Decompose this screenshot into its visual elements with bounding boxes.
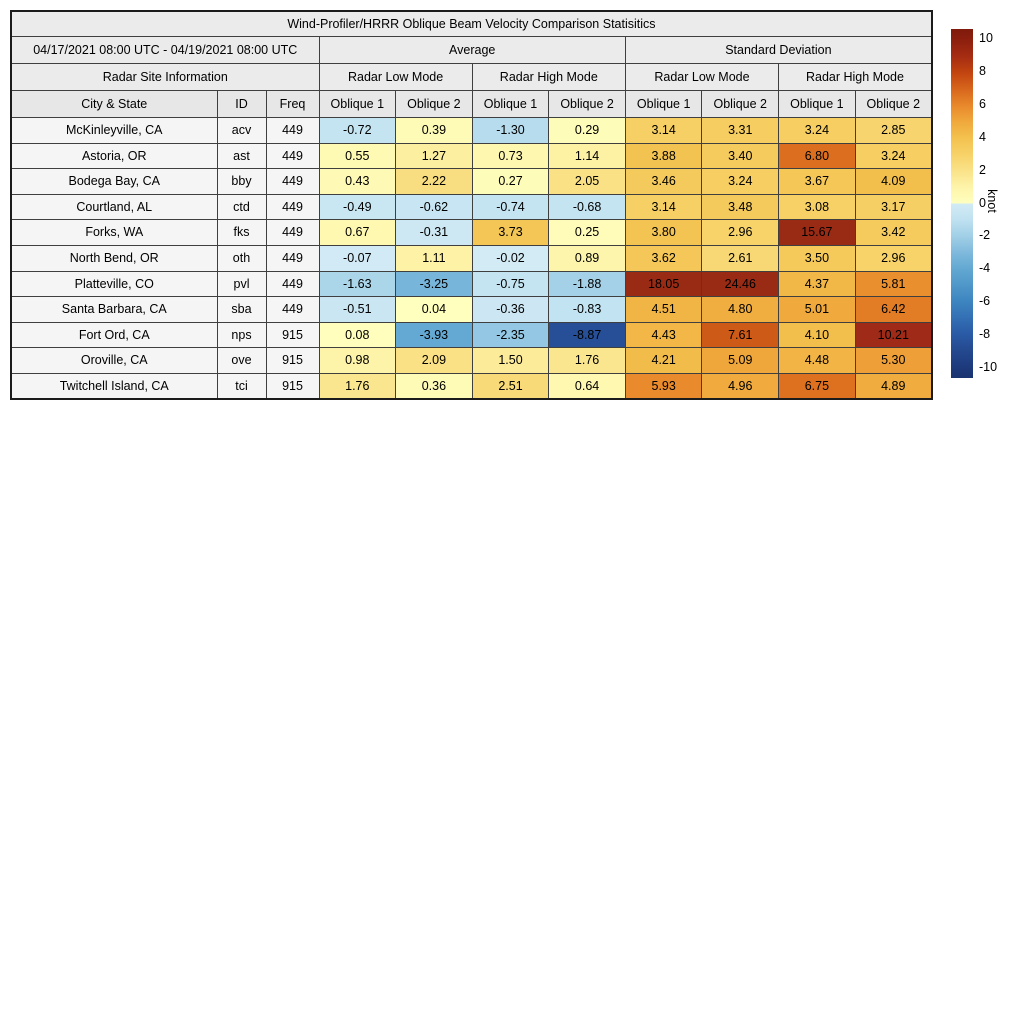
- value-cell: 3.14: [625, 194, 702, 220]
- id-cell: tci: [217, 373, 266, 399]
- freq-cell: 449: [266, 297, 319, 323]
- value-cell: 6.80: [779, 143, 856, 169]
- value-cell: -0.75: [472, 271, 549, 297]
- value-cell: 0.25: [549, 220, 626, 246]
- value-cell: 4.10: [779, 322, 856, 348]
- value-cell: 4.43: [625, 322, 702, 348]
- value-cell: 3.62: [625, 245, 702, 271]
- colorbar-tick-label: 8: [979, 63, 986, 78]
- value-cell: -0.02: [472, 245, 549, 271]
- value-cell: 4.21: [625, 348, 702, 374]
- value-cell: 24.46: [702, 271, 779, 297]
- col-header-oblique2-avg-low: Oblique 2: [396, 91, 473, 118]
- value-cell: 4.51: [625, 297, 702, 323]
- value-cell: 3.48: [702, 194, 779, 220]
- value-cell: -2.35: [472, 322, 549, 348]
- table-row: [11, 245, 932, 271]
- city-cell: McKinleyville, CA: [11, 118, 217, 144]
- id-cell: ove: [217, 348, 266, 374]
- colorbar-unit-label: knot: [985, 189, 999, 213]
- city-cell: Forks, WA: [11, 220, 217, 246]
- value-cell: -0.83: [549, 297, 626, 323]
- colorbar-tick-label: -8: [979, 327, 991, 342]
- value-cell: 3.67: [779, 169, 856, 195]
- freq-cell: 915: [266, 348, 319, 374]
- value-cell: -0.36: [472, 297, 549, 323]
- value-cell: 3.24: [779, 118, 856, 144]
- city-cell: Fort Ord, CA: [11, 322, 217, 348]
- col-header-oblique1-std-high: Oblique 1: [779, 91, 856, 118]
- value-cell: -0.72: [319, 118, 396, 144]
- mode-header-std-high: Radar High Mode: [779, 64, 932, 91]
- value-cell: 4.48: [779, 348, 856, 374]
- id-cell: acv: [217, 118, 266, 144]
- value-cell: 4.37: [779, 271, 856, 297]
- col-header-oblique2-std-high: Oblique 2: [855, 91, 932, 118]
- value-cell: 4.09: [855, 169, 932, 195]
- value-cell: -0.68: [549, 194, 626, 220]
- freq-cell: 449: [266, 169, 319, 195]
- mode-header-std-low: Radar Low Mode: [625, 64, 778, 91]
- value-cell: 3.08: [779, 194, 856, 220]
- value-cell: -3.93: [396, 322, 473, 348]
- mode-header-avg-high: Radar High Mode: [472, 64, 625, 91]
- value-cell: 3.42: [855, 220, 932, 246]
- table-row: [11, 373, 932, 399]
- id-cell: ast: [217, 143, 266, 169]
- value-cell: 4.96: [702, 373, 779, 399]
- value-cell: 5.01: [779, 297, 856, 323]
- city-cell: Twitchell Island, CA: [11, 373, 217, 399]
- id-cell: bby: [217, 169, 266, 195]
- value-cell: 3.88: [625, 143, 702, 169]
- table-row: [11, 220, 932, 246]
- value-cell: 3.46: [625, 169, 702, 195]
- id-cell: fks: [217, 220, 266, 246]
- table-body: [11, 118, 932, 400]
- value-cell: 5.81: [855, 271, 932, 297]
- freq-cell: 449: [266, 271, 319, 297]
- col-header-oblique2-std-low: Oblique 2: [702, 91, 779, 118]
- value-cell: 5.93: [625, 373, 702, 399]
- mode-header-avg-low: Radar Low Mode: [319, 64, 472, 91]
- table-row: [11, 322, 932, 348]
- value-cell: 0.36: [396, 373, 473, 399]
- freq-cell: 915: [266, 373, 319, 399]
- col-header-city-state: City & State: [11, 91, 217, 118]
- freq-cell: 449: [266, 118, 319, 144]
- city-cell: Courtland, AL: [11, 194, 217, 220]
- value-cell: 3.24: [855, 143, 932, 169]
- value-cell: -0.07: [319, 245, 396, 271]
- colorbar-tick-label: 10: [979, 31, 993, 45]
- colorbar-tick-label: 6: [979, 96, 986, 111]
- value-cell: -3.25: [396, 271, 473, 297]
- value-cell: 2.22: [396, 169, 473, 195]
- id-cell: sba: [217, 297, 266, 323]
- colorbar-tick-label: 4: [979, 129, 986, 144]
- col-header-id: ID: [217, 91, 266, 118]
- value-cell: 1.11: [396, 245, 473, 271]
- group-header-average: Average: [319, 37, 625, 64]
- value-cell: -0.51: [319, 297, 396, 323]
- col-header-oblique1-std-low: Oblique 1: [625, 91, 702, 118]
- colorbar-tick-label: -10: [979, 360, 998, 374]
- city-cell: Bodega Bay, CA: [11, 169, 217, 195]
- freq-cell: 449: [266, 245, 319, 271]
- value-cell: -1.30: [472, 118, 549, 144]
- value-cell: 0.98: [319, 348, 396, 374]
- value-cell: -1.88: [549, 271, 626, 297]
- col-header-oblique1-avg-low: Oblique 1: [319, 91, 396, 118]
- figure-title: Wind-Profiler/HRRR Oblique Beam Velocity Comparison Statisitics: [11, 11, 932, 37]
- value-cell: 1.76: [549, 348, 626, 374]
- site-info-header: Radar Site Information: [11, 64, 319, 91]
- value-cell: -0.62: [396, 194, 473, 220]
- value-cell: 3.31: [702, 118, 779, 144]
- value-cell: -1.63: [319, 271, 396, 297]
- value-cell: 0.08: [319, 322, 396, 348]
- colorbar-tick-label: -4: [979, 261, 991, 276]
- group-header-standard-deviation: Standard Deviation: [625, 37, 932, 64]
- table-row: [11, 143, 932, 169]
- date-range: 04/17/2021 08:00 UTC - 04/19/2021 08:00 UTC: [11, 37, 319, 64]
- stats-table: [10, 10, 933, 400]
- value-cell: 0.43: [319, 169, 396, 195]
- value-cell: 2.85: [855, 118, 932, 144]
- value-cell: 6.42: [855, 297, 932, 323]
- value-cell: 5.09: [702, 348, 779, 374]
- value-cell: 6.75: [779, 373, 856, 399]
- value-cell: 0.55: [319, 143, 396, 169]
- colorbar-tick-label: -6: [979, 294, 991, 309]
- value-cell: 2.96: [855, 245, 932, 271]
- id-cell: nps: [217, 322, 266, 348]
- col-header-oblique2-avg-high: Oblique 2: [549, 91, 626, 118]
- freq-cell: 449: [266, 220, 319, 246]
- table-row: [11, 271, 932, 297]
- value-cell: 2.96: [702, 220, 779, 246]
- value-cell: 1.14: [549, 143, 626, 169]
- freq-cell: 449: [266, 194, 319, 220]
- city-cell: Oroville, CA: [11, 348, 217, 374]
- value-cell: 0.73: [472, 143, 549, 169]
- table-row: [11, 348, 932, 374]
- value-cell: 5.30: [855, 348, 932, 374]
- col-header-freq: Freq: [266, 91, 319, 118]
- table-row: [11, 194, 932, 220]
- value-cell: 1.27: [396, 143, 473, 169]
- value-cell: 1.76: [319, 373, 396, 399]
- id-cell: pvl: [217, 271, 266, 297]
- value-cell: 0.89: [549, 245, 626, 271]
- value-cell: -0.31: [396, 220, 473, 246]
- id-cell: ctd: [217, 194, 266, 220]
- value-cell: 3.14: [625, 118, 702, 144]
- city-cell: North Bend, OR: [11, 245, 217, 271]
- value-cell: 1.50: [472, 348, 549, 374]
- colorbar-tick-label: 2: [979, 162, 986, 177]
- value-cell: 2.51: [472, 373, 549, 399]
- value-cell: 0.29: [549, 118, 626, 144]
- city-cell: Santa Barbara, CA: [11, 297, 217, 323]
- freq-cell: 449: [266, 143, 319, 169]
- value-cell: 7.61: [702, 322, 779, 348]
- value-cell: 0.27: [472, 169, 549, 195]
- freq-cell: 915: [266, 322, 319, 348]
- value-cell: 3.17: [855, 194, 932, 220]
- colorbar-tick-label: 0: [979, 195, 986, 210]
- colorbar: [951, 29, 973, 378]
- table-row: [11, 297, 932, 323]
- value-cell: 18.05: [625, 271, 702, 297]
- value-cell: 2.05: [549, 169, 626, 195]
- table-row: [11, 169, 932, 195]
- value-cell: 2.09: [396, 348, 473, 374]
- value-cell: -8.87: [549, 322, 626, 348]
- table-row: [11, 118, 932, 144]
- value-cell: 3.73: [472, 220, 549, 246]
- value-cell: 10.21: [855, 322, 932, 348]
- value-cell: 4.89: [855, 373, 932, 399]
- value-cell: 0.67: [319, 220, 396, 246]
- value-cell: 0.04: [396, 297, 473, 323]
- value-cell: 0.39: [396, 118, 473, 144]
- value-cell: 2.61: [702, 245, 779, 271]
- table-header: [11, 11, 932, 118]
- colorbar-tick-label: -2: [979, 228, 991, 243]
- city-cell: Astoria, OR: [11, 143, 217, 169]
- value-cell: 0.64: [549, 373, 626, 399]
- value-cell: 15.67: [779, 220, 856, 246]
- id-cell: oth: [217, 245, 266, 271]
- value-cell: 3.80: [625, 220, 702, 246]
- city-cell: Platteville, CO: [11, 271, 217, 297]
- value-cell: 3.40: [702, 143, 779, 169]
- value-cell: -0.74: [472, 194, 549, 220]
- value-cell: 4.80: [702, 297, 779, 323]
- value-cell: -0.49: [319, 194, 396, 220]
- value-cell: 3.24: [702, 169, 779, 195]
- col-header-oblique1-avg-high: Oblique 1: [472, 91, 549, 118]
- value-cell: 3.50: [779, 245, 856, 271]
